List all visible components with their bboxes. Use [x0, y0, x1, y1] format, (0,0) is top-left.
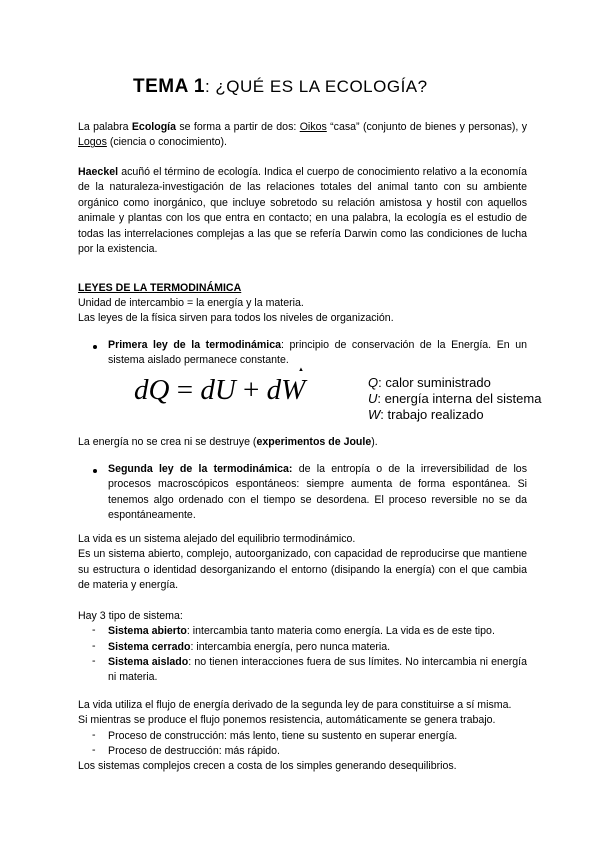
termo-line: Las leyes de la física sirven para todos los niveles de organización.: [78, 312, 394, 325]
flujo-section: [78, 698, 538, 729]
sistema-text: : no tienen interacciones fuera de sus límites. No intercambia ni energía ni materia.: [108, 656, 527, 684]
formula: [134, 374, 305, 407]
dash-icon: -: [92, 640, 96, 652]
final-line: [78, 759, 527, 774]
sistemas-intro: [78, 609, 527, 624]
section-heading: LEYES DE LA TERMODINÁMICA: [78, 282, 242, 294]
formula-dw: dW: [266, 374, 306, 406]
sistema-text: : intercambia energía, pero nunca materia.: [190, 641, 391, 653]
legend-symbol: Q: [368, 375, 379, 390]
legend-text: : calor suministrado: [378, 375, 491, 390]
proceso-item: [108, 729, 527, 744]
intro-text: La palabra: [78, 121, 132, 133]
energia-line: [78, 435, 527, 450]
intro-paragraph: [78, 120, 527, 151]
intro-text: “casa” (conjunto de bienes y personas), y: [326, 121, 527, 133]
formula-plus: +: [235, 374, 267, 406]
sistema-text: : intercambia tanto materia como energía. La vida es de este tipo.: [186, 625, 495, 637]
haeckel-text: acuñó el término de ecología. Indica el cuerpo de conocimiento relativo a la economía de la naturaleza-investigación de las relaciones totales del animal tanto con su ambiente orgánico como inorgánico, que incluye sobretodo su relación amistosa y hostil con aquellos animale y plantas con los que entra en contacto; en una palabra, la ecología es el estudio de todas las interrelaciones complejas a las que se refería Darwin como las condiciones de lucha por la existencia.: [78, 166, 527, 256]
formula-dq: dQ: [134, 374, 170, 406]
segunda-ley: [108, 462, 527, 524]
proceso-text: Proceso de destrucción: más rápido.: [108, 745, 280, 757]
title-text: : ¿QUÉ ES LA ECOLOGÍA?: [204, 77, 428, 96]
segunda-ley-text: de la entropía o de la irreversibilidad de los procesos macroscópicos espontáneos: siempre aumenta de forma espontánea. Si tenemos algo ordenado con el tiempo se desordena. El proceso reversible no se da espontáneamente.: [108, 463, 527, 522]
dash-icon: -: [92, 744, 96, 756]
formula-du: dU: [200, 374, 236, 406]
vida-paragraph: Es un sistema abierto, complejo, autoorganizado, con capacidad de reproducirse que mantiene su estructura o identidad desorganizando el entorno (disipando la energía) con el que cambia de materia y energía.: [78, 548, 527, 592]
haeckel-name: Haeckel: [78, 166, 119, 178]
legend-symbol: U: [368, 391, 378, 406]
proceso-text: Proceso de construcción: más lento, tiene su sustento en superar energía.: [108, 730, 458, 742]
legend-item: [368, 407, 541, 423]
sistema-item: [108, 624, 527, 639]
intro-text: se forma a partir de dos:: [176, 121, 300, 133]
haeckel-paragraph: [78, 165, 527, 257]
dash-icon: -: [92, 655, 96, 667]
sistema-name: Sistema abierto: [108, 625, 187, 637]
termo-intro: [78, 296, 527, 327]
legend-text: : energía interna del sistema: [377, 391, 542, 406]
termo-line: Unidad de intercambio = la energía y la materia.: [78, 297, 304, 309]
legend-text: : trabajo realizado: [380, 407, 484, 422]
formula-legend: [368, 375, 541, 423]
primera-ley: [108, 338, 527, 369]
proceso-item: [108, 744, 527, 759]
formula-eq: =: [169, 374, 201, 406]
termo-section: [78, 281, 527, 296]
primera-ley-text: : principio de conservación de la Energía. En un sistema aislado permanece constante.: [108, 339, 528, 367]
page-title: [133, 76, 428, 98]
final-text: Los sistemas complejos crecen a costa de los simples generando desequilibrios.: [78, 760, 457, 772]
caret-mark-icon: ▲: [298, 367, 304, 373]
dash-icon: -: [92, 624, 96, 636]
sistema-name: Sistema cerrado: [108, 641, 191, 653]
vida-section: [78, 532, 527, 594]
sistemas-intro-text: Hay 3 tipo de sistema:: [78, 610, 183, 622]
joule-term: experimentos de Joule: [256, 436, 372, 448]
flujo-line: Si mientras se produce el flujo ponemos resistencia, automáticamente se genera trabajo.: [78, 714, 496, 727]
sistema-item: [108, 655, 527, 686]
term-oikos: Oikos: [299, 121, 327, 133]
primera-ley-title: Primera ley de la termodinámica: [108, 339, 282, 351]
energia-text: La energía no se crea ni se destruye (: [78, 436, 257, 448]
legend-symbol: W: [368, 407, 381, 422]
vida-line: La vida es un sistema alejado del equilibrio termodinámico.: [78, 533, 356, 545]
legend-item: [368, 391, 541, 407]
segunda-ley-title: Segunda ley de la termodinámica:: [108, 463, 293, 475]
term-logos: Logos: [78, 136, 107, 149]
legend-item: [368, 375, 541, 391]
flujo-line: La vida utiliza el flujo de energía derivado de la segunda ley de para constituirse a sí misma.: [78, 699, 512, 711]
title-number: TEMA 1: [133, 76, 205, 97]
dash-icon: -: [92, 729, 96, 741]
intro-text: (ciencia o conocimiento).: [106, 136, 227, 149]
energia-text: ).: [371, 436, 378, 448]
term-ecologia: Ecología: [131, 121, 177, 133]
bullet-icon: [93, 469, 97, 473]
sistema-name: Sistema aislado: [108, 656, 189, 668]
sistema-item: [108, 640, 527, 655]
bullet-icon: [93, 345, 97, 349]
